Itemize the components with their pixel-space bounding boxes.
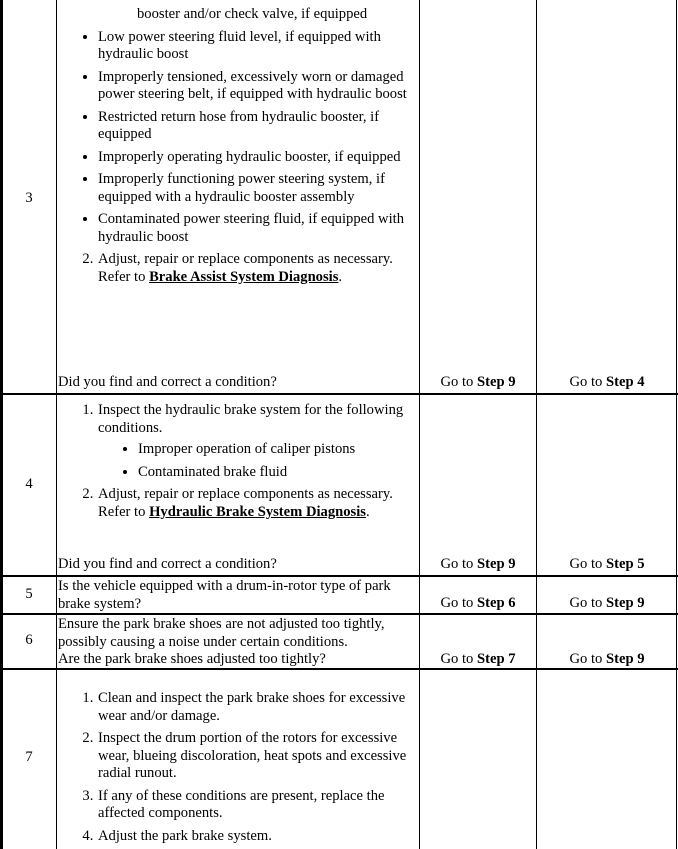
list-item: • Contaminated power steering fluid, if equipped with hydraulic boost — [98, 211, 418, 246]
goto-step-link[interactable]: Step 4 — [605, 374, 645, 390]
step-number: 5 — [25, 586, 33, 602]
table-row — [0, 576, 678, 613]
table-row — [0, 614, 678, 668]
procedure-list — [58, 251, 418, 286]
statement: Ensure the park brake shoes are not adjusted too tightly, possibly causing a noise under certain conditions. — [58, 616, 385, 650]
list-item: • Restricted return hose from hydraulic booster, if equipped — [98, 109, 418, 144]
list-item: 4. Adjust the park brake system. — [97, 828, 418, 846]
list-item: 2. Adjust, repair or replace components as necessary. Refer to Brake Assist System Diagnosis. — [97, 251, 418, 286]
goto-step-link[interactable]: Step 9 — [605, 595, 645, 611]
step-number: 3 — [25, 190, 33, 206]
action-cell — [58, 6, 418, 291]
list-item: • Low power steering fluid level, if equipped with hydraulic boost — [98, 29, 418, 64]
no-result: Go to Step 5 — [569, 556, 645, 572]
list-item: • Improperly tensioned, excessively worn or damaged power steering belt, if equipped with hydraulic boost — [98, 69, 418, 104]
yes-result: Go to Step 6 — [440, 595, 516, 611]
list-item: • Improperly functioning power steering system, if equipped with a hydraulic booster assembly — [98, 171, 418, 206]
action-cell — [58, 616, 418, 669]
goto-step-link[interactable]: Step 9 — [476, 556, 516, 572]
step-number: 7 — [25, 749, 33, 765]
action-cell — [58, 402, 418, 526]
yes-result: Go to Step 9 — [440, 374, 516, 390]
list-item: 1. Inspect the hydraulic brake system for the following conditions. • Improper operation of caliper pistons • Contaminated brake fluid — [97, 402, 418, 481]
list-item: 2. Adjust, repair or replace components as necessary. Refer to Hydraulic Brake System Diagnosis. — [97, 486, 418, 521]
list-item: • Improper operation of caliper pistons — [138, 441, 418, 459]
list-item: 2. Inspect the drum portion of the rotors for excessive wear, blueing discoloration, heat spots and excessive radial runout. — [97, 730, 418, 783]
question: Are the park brake shoes adjusted too tightly? — [58, 651, 326, 667]
question: Is the vehicle equipped with a drum-in-rotor type of park brake system? — [58, 578, 391, 612]
list-item: 1. Clean and inspect the park brake shoes for excessive wear and/or damage. — [97, 690, 418, 725]
step-number: 4 — [25, 476, 33, 492]
list-item: • Contaminated brake fluid — [138, 464, 418, 482]
goto-step-link[interactable]: Step 6 — [476, 595, 516, 611]
condition-list — [98, 441, 418, 481]
condition-list — [58, 29, 418, 247]
procedure-list — [58, 402, 418, 521]
bullet-continuation: booster and/or check valve, if equipped — [137, 6, 368, 22]
action-cell — [58, 690, 418, 849]
procedure-list — [58, 690, 418, 845]
list-item: • Improperly operating hydraulic booster, if equipped — [98, 149, 418, 167]
goto-step-link[interactable]: Step 5 — [605, 556, 645, 572]
brake-assist-diagnosis-link[interactable]: Brake Assist System Diagnosis — [149, 268, 339, 285]
yes-result: Go to Step 9 — [440, 556, 516, 572]
goto-step-link[interactable]: Step 7 — [476, 651, 516, 667]
table-row — [0, 669, 678, 849]
question: Did you find and correct a condition? — [58, 374, 277, 390]
goto-step-link[interactable]: Step 9 — [476, 374, 516, 390]
no-result: Go to Step 4 — [569, 374, 645, 390]
no-result: Go to Step 9 — [569, 651, 645, 667]
list-item: 3. If any of these conditions are present, replace the affected components. — [97, 788, 418, 823]
table-row — [0, 0, 678, 393]
step-number: 6 — [25, 632, 33, 648]
table-row — [0, 394, 678, 575]
no-result: Go to Step 9 — [569, 595, 645, 611]
yes-result: Go to Step 7 — [440, 651, 516, 667]
goto-step-link[interactable]: Step 9 — [605, 651, 645, 667]
hydraulic-brake-diagnosis-link[interactable]: Hydraulic Brake System Diagnosis — [149, 503, 366, 520]
question: Did you find and correct a condition? — [58, 556, 277, 572]
